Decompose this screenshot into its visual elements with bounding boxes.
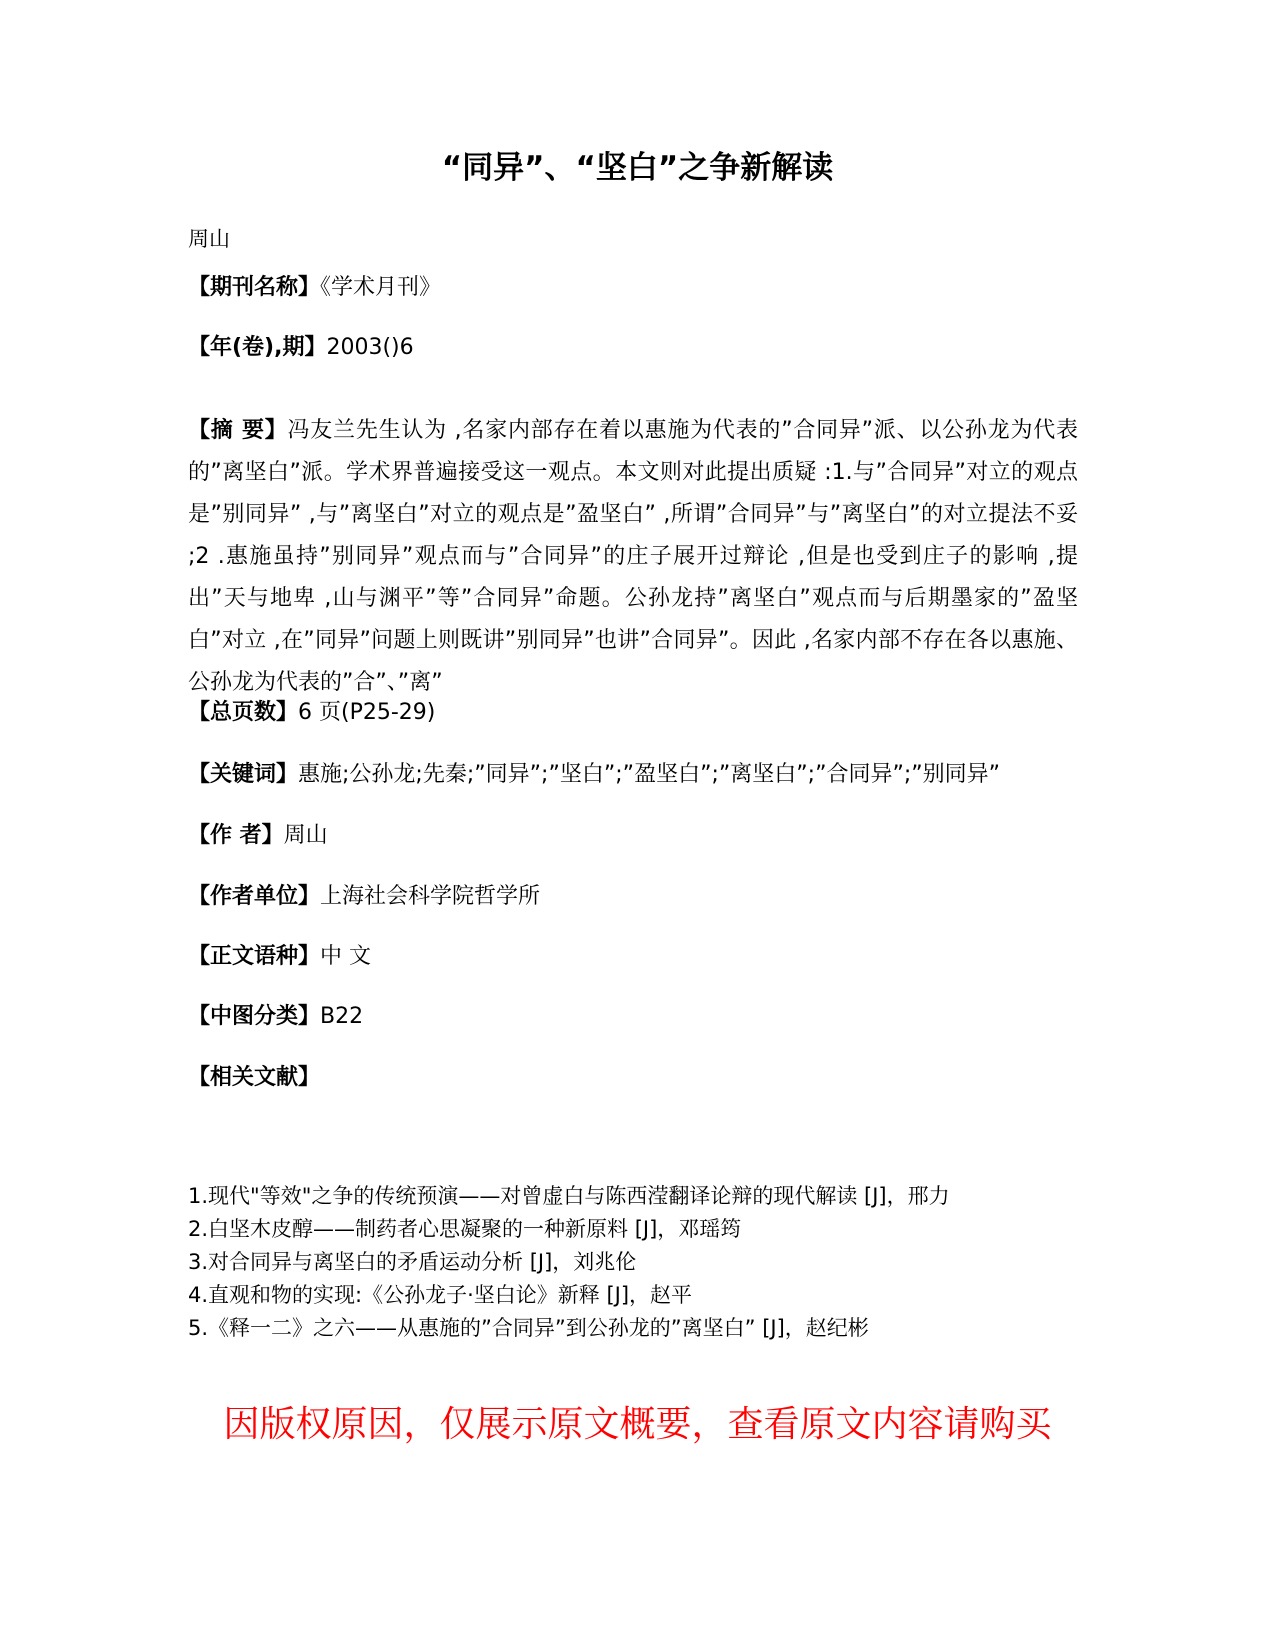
reference-item: 1.现代"等效"之争的传统预演——对曾虚白与陈西滢翻译论辩的现代解读 [J]，邢力 [188, 1184, 950, 1208]
issue-field [188, 333, 1088, 363]
affiliation-value: 上海社会科学院哲学所 [320, 884, 541, 909]
language-label: 【正文语种】 [188, 944, 321, 969]
keywords-label: 【关键词】 [188, 762, 299, 787]
language-value: 中 文 [320, 944, 372, 969]
keywords-value: 惠施;公孙龙;先秦;”同异”;”坚白”;”盈坚白”;”离坚白”;”合同异”;”别同异” [298, 762, 1001, 787]
author-value: 周山 [283, 823, 328, 848]
journal-label: 【期刊名称】 [188, 275, 321, 300]
copyright-notice: 因版权原因，仅展示原文概要，查看原文内容请购买 [223, 1404, 1052, 1445]
reference-item: 4.直观和物的实现:《公孙龙子·坚白论》新释 [J]，赵平 [188, 1283, 693, 1307]
language-field [188, 942, 1088, 972]
affiliation-label: 【作者单位】 [188, 884, 321, 909]
pages-label: 【总页数】 [188, 700, 299, 725]
document-title: “同异”、“坚白”之争新解读 [441, 150, 834, 186]
related-heading [188, 1063, 1088, 1093]
author-label: 【作 者】 [188, 823, 284, 848]
pages-field [188, 698, 1088, 728]
issue-value: 2003()6 [326, 335, 414, 360]
abstract-label: 【摘 要】 [188, 418, 288, 443]
classification-value: B22 [320, 1004, 364, 1029]
reference-list [188, 1180, 1088, 1345]
pages-value: 6 页(P25-29) [298, 700, 436, 725]
reference-item: 3.对合同异与离坚白的矛盾运动分析 [J]，刘兆伦 [188, 1250, 637, 1274]
journal-field [188, 273, 1088, 303]
journal-value: 《学术月刊》 [320, 275, 442, 300]
author-field [188, 821, 1088, 851]
author-line: 周山 [188, 227, 230, 251]
issue-label: 【年(卷),期】 [188, 335, 327, 360]
classification-field [188, 1002, 1088, 1032]
abstract-field [188, 410, 1078, 704]
classification-label: 【中图分类】 [188, 1004, 321, 1029]
reference-item: 5.《释一二》之六——从惠施的”合同异”到公孙龙的”离坚白” [J]，赵纪彬 [188, 1316, 869, 1340]
keywords-field [188, 760, 1088, 790]
related-label: 【相关文献】 [188, 1065, 321, 1090]
abstract-text: 冯友兰先生认为 ,名家内部存在着以惠施为代表的”合同异”派、以公孙龙为代表的”离坚白”派。学术界普遍接受这一观点。本文则对此提出质疑 :1.与”合同异”对立的观点是”别同异” ,与”离坚白”对立的观点是”盈坚白” ,所谓”合同异”与”离坚白”的对立提法不妥 ;2 .惠施虽持”别同异”观点而与”合同异”的庄子展开过辩论 ,但是也受到庄子的影响 ,提出”天与地卑 ,山与渊平”等”合同异”命题。公孙龙持”离坚白”观点而与后期墨家的”盈坚白”对立 ,在”同异”问题上则既讲”别同异”也讲”合同异”。因此 ,名家内部不存在各以惠施、公孙龙为代表的”合”、”离” [188, 418, 1078, 695]
reference-item: 2.白坚木皮醇——制药者心思凝聚的一种新原料 [J]，邓瑶筠 [188, 1217, 742, 1241]
affiliation-field [188, 882, 1088, 912]
